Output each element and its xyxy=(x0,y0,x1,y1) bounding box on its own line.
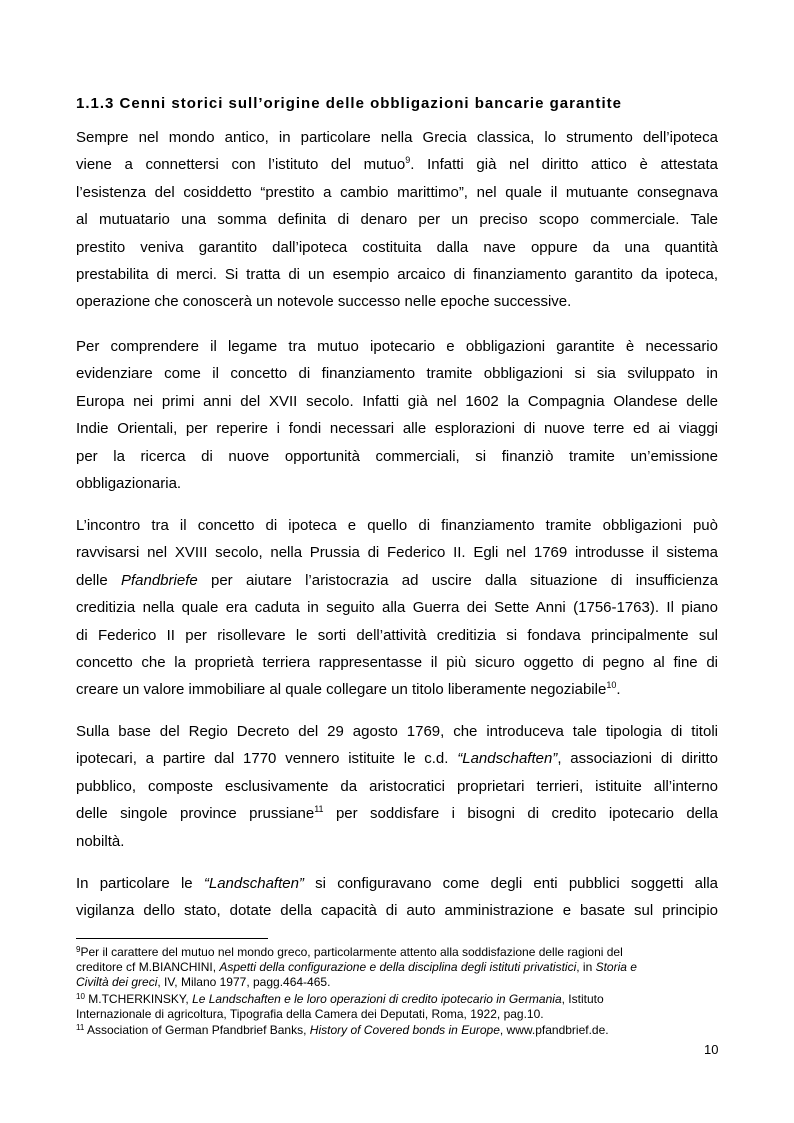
text-line: nobiltà. xyxy=(76,832,125,850)
paragraph-1 xyxy=(76,124,718,316)
paragraph-4 xyxy=(76,718,718,855)
italic-term: “Landschaften” xyxy=(203,875,304,892)
text-line: viene a connettersi con l’istituto del mutuo$^9$. Infatti già nel diritto attico è attestata xyxy=(76,155,718,174)
paragraph-2 xyxy=(76,333,718,497)
text-line: operazione che conoscerà un notevole successo nelle epoche successive. xyxy=(76,293,572,311)
italic-term: Pfandbriefe xyxy=(120,571,198,589)
paragraph-5 xyxy=(76,870,718,925)
text-line: prestito veniva garantito dall’ipoteca costituita dalla nave oppure da una quantità xyxy=(76,238,718,256)
text-line: Sempre nel mondo antico, in particolare nella Grecia classica, lo strumento dell’ipoteca xyxy=(76,129,718,146)
text-line: l’esistenza del cosiddetto “prestito a cambio marittimo”, nel quale il mutuante consegnava xyxy=(76,183,718,201)
text-line: L’incontro tra il concetto di ipoteca e quello di finanziamento tramite obbligazioni può xyxy=(76,517,718,534)
footnote-11 xyxy=(76,1023,718,1038)
text-line: pubblico, composte esclusivamente da aristocratici proprietari terrieri, istituite all’interno xyxy=(76,777,718,795)
text-line: In particolare le “Landschaften” si configuravano come degli enti pubblici soggetti alla xyxy=(76,875,718,892)
italic-term: “Landschaften” xyxy=(457,750,558,768)
footnote-line: creditore cf M.BIANCHINI, Aspetti della configurazione e della disciplina degli istituti privatistici, in Storia e xyxy=(76,960,637,974)
footnote-divider xyxy=(76,938,268,939)
text-line: per la ricerca di nuove opportunità commerciali, si finanziò tramite un’emissione xyxy=(76,447,718,465)
footnote-ref-11[interactable]: 11 xyxy=(314,804,324,815)
text-line: evidenziare come il concetto di finanziamento tramite obbligazioni si sia sviluppato in xyxy=(76,365,718,383)
text-line: al mutuatario una somma definita di denaro per un preciso scopo commerciale. Tale xyxy=(76,211,718,229)
text-line: delle singole province prussiane$^{11}$ per soddisfare i bisogni di credito ipotecario della xyxy=(76,804,719,823)
footnote-9 xyxy=(76,945,718,990)
footnote-ref-10[interactable]: 10 xyxy=(606,680,617,691)
text-line: Sulla base del Regio Decreto del 29 agosto 1769, che introduceva tale tipologia di titoli xyxy=(76,723,718,740)
text-line: concetto che la proprietà terriera rappresentasse il più sicuro oggetto di pegno al fine di xyxy=(76,653,718,671)
text-line: obbligazionaria. xyxy=(76,474,182,492)
footnote-line: $^{10}$ M.TCHERKINSKY, Le Landschaften e le loro operazioni di credito ipotecario in Germania, Istituto xyxy=(76,992,604,1006)
text-line: delle Pfandbriefe per aiutare l’aristocrazia ad uscire dalla situazione di insufficienza xyxy=(76,571,718,589)
footnote-line: Civiltà dei greci, IV, Milano 1977, pagg.464-465. xyxy=(76,975,331,989)
text-line: ravvisarsi nel XVIII secolo, nella Prussia di Federico II. Egli nel 1769 introdusse il sistema xyxy=(76,544,718,562)
page-number: 10 xyxy=(704,1042,719,1057)
footnote-line: $^{11}$ Association of German Pfandbrief Banks, History of Covered bonds in Europe, www.pfandbrief.de. xyxy=(76,1023,609,1037)
text-line: vigilanza dello stato, dotate della capacità di auto amministrazione e basate sul principio xyxy=(76,902,718,920)
text-line: ipotecari, a partire dal 1770 vennero istituite le c.d. “Landschaften”, associazioni di diritto xyxy=(76,750,718,768)
text-line: Per comprendere il legame tra mutuo ipotecario e obbligazioni garantite è necessario xyxy=(76,338,718,355)
paragraph-3 xyxy=(76,512,718,704)
text-line: creditizia nella quale era caduta in seguito alla Guerra dei Sette Anni (1756-1763). Il piano xyxy=(76,599,718,617)
footnote-line: Internazionale di agricoltura, Tipografia della Camera dei Deputati, Roma, 1922, pag.10. xyxy=(76,1007,544,1021)
footnote-line: $^9$Per il carattere del mutuo nel mondo greco, particolarmente attento alla soddisfazione delle ragioni del xyxy=(76,945,623,959)
text-line: creare un valore immobiliare al quale collegare un titolo liberamente negoziabile$^{10}$. xyxy=(76,680,621,699)
text-line: di Federico II per risollevare le sorti dell’attività creditizia si fondava principalmente sul xyxy=(76,626,718,644)
footnote-ref-9[interactable]: 9 xyxy=(405,155,411,166)
section-heading: 1.1.3 Cenni storici sull’origine delle obbligazioni bancarie garantite xyxy=(76,95,622,112)
text-line: Europa nei primi anni del XVII secolo. Infatti già nel 1602 la Compagnia Olandese delle xyxy=(76,392,718,410)
footnote-10 xyxy=(76,992,718,1022)
text-line: Indie Orientali, per reperire i fondi necessari alle esplorazioni di nuove terre ed ai viaggi xyxy=(76,420,718,438)
text-line: prestabilita di merci. Si tratta di un esempio arcaico di finanziamento garantito da ipoteca, xyxy=(76,265,718,283)
